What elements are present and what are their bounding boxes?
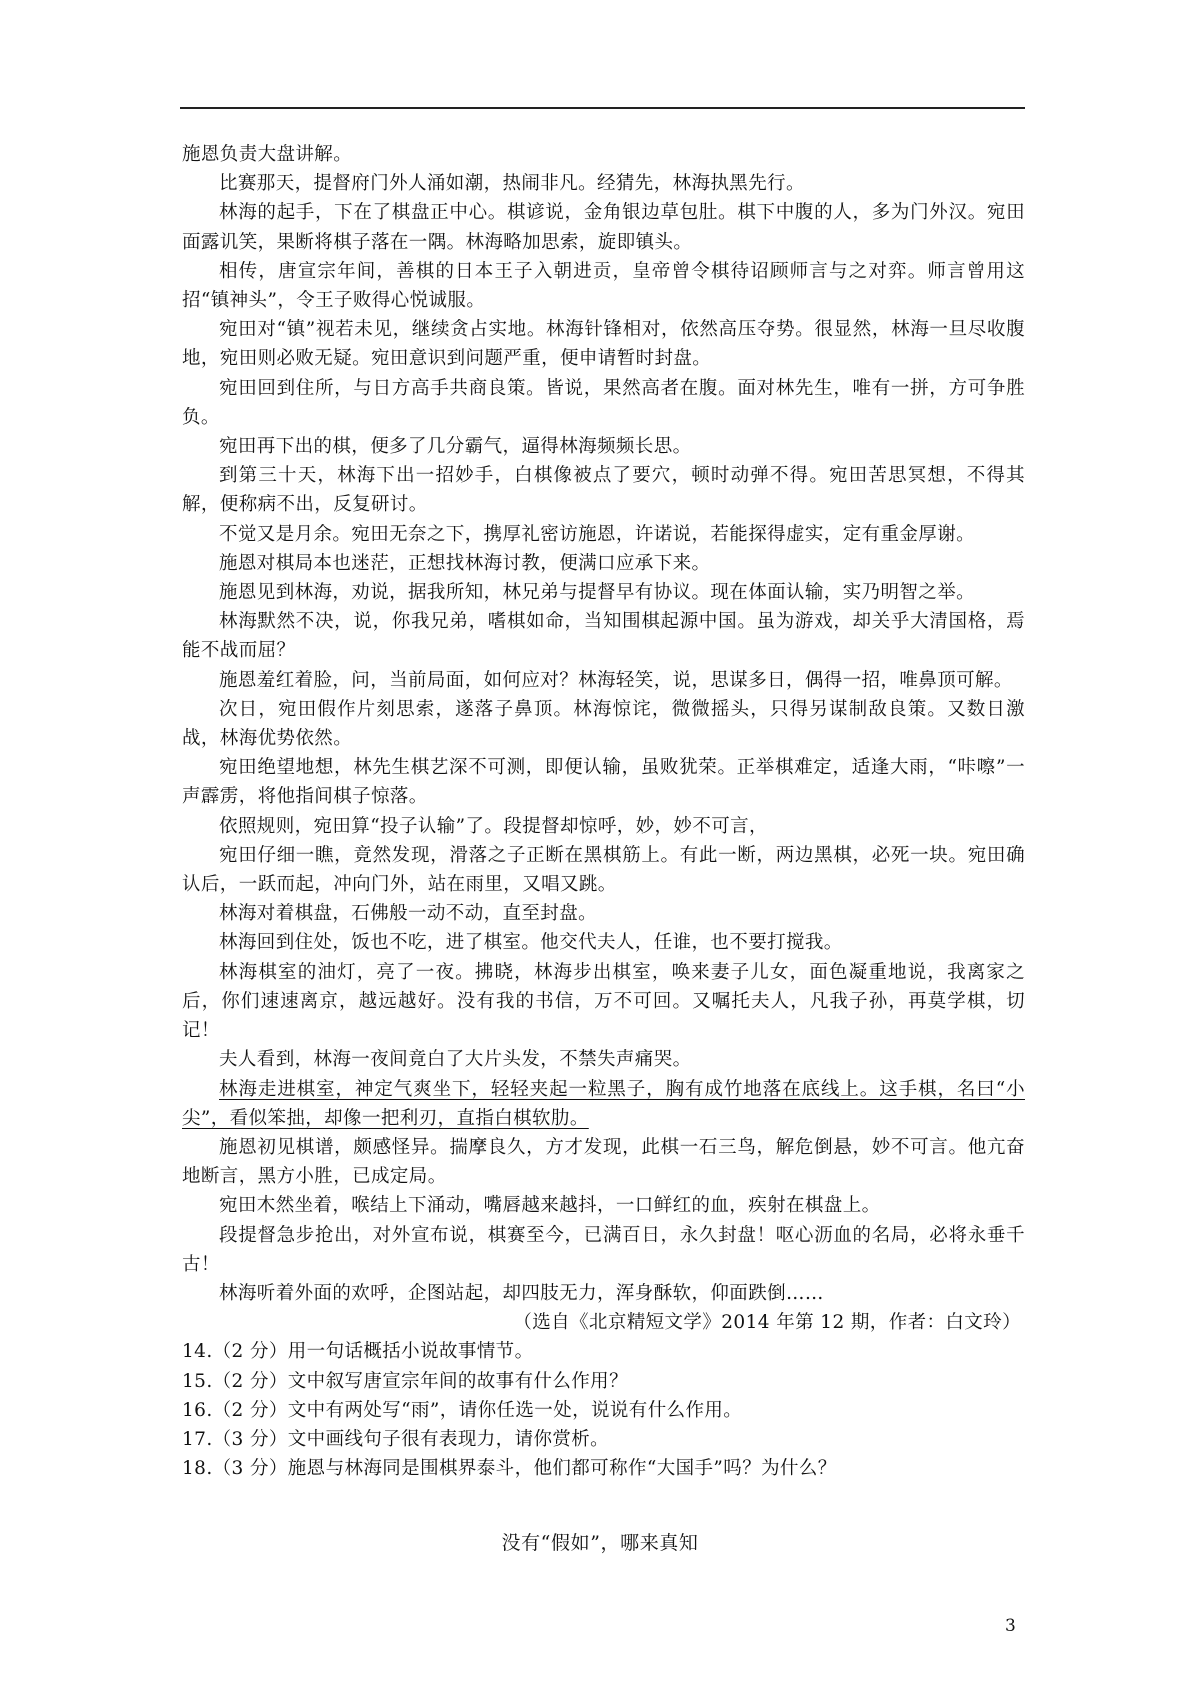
question-item: 15.（2 分）文中叙写唐宣宗年间的故事有什么作用？ xyxy=(182,1370,628,1392)
story-paragraph: 宛田回到住所，与日方高手共商良策。皆说，果然高者在腹。面对林先生，唯有一拼，方可争胜负。 xyxy=(182,377,1025,428)
story-paragraph: 林海的起手，下在了棋盘正中心。棋谚说，金角银边草包肚。棋下中腹的人，多为门外汉。宛田面露讥笑，果断将棋子落在一隅。林海略加思索，旋即镇头。 xyxy=(182,202,1025,253)
story-paragraph: 林海默然不决，说，你我兄弟，嗜棋如命，当知围棋起源中国。虽为游戏，却关乎大清国格，焉能不战而屈？ xyxy=(182,611,1025,662)
story-paragraph: 夫人看到，林海一夜间竟白了大片头发，不禁失声痛哭。 xyxy=(219,1049,692,1071)
story-paragraph: 宛田再下出的棋，便多了几分霸气，逼得林海频频长思。 xyxy=(219,436,692,458)
story-paragraph: 林海棋室的油灯，亮了一夜。拂晓，林海步出棋室，唤来妻子儿女，面色凝重地说，我离家之后，你们速速离京，越远越好。没有我的书信，万不可回。又嘱托夫人，凡我子孙，再莫学棋，切记！ xyxy=(182,961,1025,1042)
question-list xyxy=(182,1337,1025,1483)
story-paragraph: 段提督急步抢出，对外宣布说，棋赛至今，已满百日，永久封盘！呕心沥血的名局，必将永垂千古！ xyxy=(182,1224,1025,1275)
underlined-paragraph xyxy=(182,1075,1025,1133)
story-paragraph: 不觉又是月余。宛田无奈之下，携厚礼密访施恩，许诺说，若能探得虚实，定有重金厚谢。 xyxy=(219,523,976,545)
story-paragraph: 依照规则，宛田算“投子认输”了。段提督却惊呼，妙，妙不可言， xyxy=(219,815,768,837)
story-source: （选自《北京精短文学》2014 年第 12 期，作者：白文玲） xyxy=(513,1312,1021,1334)
story-paragraph: 林海听着外面的欢呼，企图站起，却四肢无力，浑身酥软，仰面跌倒…… xyxy=(219,1282,824,1304)
story-paragraph: 林海回到住处，饭也不吃，进了棋室。他交代夫人，任谁，也不要打搅我。 xyxy=(219,932,843,954)
story-body xyxy=(182,140,1025,1483)
header-rule xyxy=(180,107,1025,109)
story-paragraph: 比赛那天，提督府门外人涌如潮，热闹非凡。经猜先，林海执黑先行。 xyxy=(219,173,805,195)
story-paragraph: 宛田对“镇”视若未见，继续贪占实地。林海针锋相对，依然高压夺势。很显然，林海一旦尽收腹地，宛田则必败无疑。宛田意识到问题严重，便申请暂时封盘。 xyxy=(182,319,1025,370)
question-item: 18.（3 分）施恩与林海同是围棋界泰斗，他们都可称作“大国手”吗？为什么？ xyxy=(182,1458,837,1480)
page-number: 3 xyxy=(1005,1616,1016,1636)
story-paragraph: 宛田绝望地想，林先生棋艺深不可测，即便认输，虽败犹荣。正举棋难定，适逢大雨，“咔嚓”一声霹雳，将他指间棋子惊落。 xyxy=(182,757,1025,808)
story-paragraph: 施恩初见棋谱，颇感怪异。揣摩良久，方才发现，此棋一石三鸟，解危倒悬，妙不可言。他亢奋地断言，黑方小胜，已成定局。 xyxy=(182,1136,1025,1188)
story-paragraph: 宛田仔细一瞧，竟然发现，滑落之子正断在黑棋筋上。有此一断，两边黑棋，必死一块。宛田确认后，一跃而起，冲向门外，站在雨里，又唱又跳。 xyxy=(182,844,1025,896)
question-item: 16.（2 分）文中有两处写“雨”，请你任选一处，说说有什么作用。 xyxy=(182,1399,743,1421)
story-paragraph: 施恩负责大盘讲解。 xyxy=(182,144,353,165)
story-paragraph: 次日，宛田假作片刻思索，遂落子鼻顶。林海惊诧，微微摇头，只得另谋制敌良策。又数日激战，林海优势依然。 xyxy=(182,698,1025,750)
story-paragraph: 施恩羞红着脸，问，当前局面，如何应对？林海轻笑，说，思谋多日，偶得一招，唯鼻顶可解。 xyxy=(219,669,1013,691)
underlined-sentence: 林海走进棋室，神定气爽坐下，轻轻夹起一粒黑子，胸有成竹地落在底线上。这手棋，名曰“小尖”，看似笨拙，却像一把利刃，直指白棋软肋。 xyxy=(182,1078,1025,1129)
question-item: 14.（2 分）用一句话概括小说故事情节。 xyxy=(182,1341,534,1363)
story-paragraphs xyxy=(182,140,1025,1308)
next-article-title: 没有“假如”，哪来真知 xyxy=(501,1532,699,1554)
question-item: 17.（3 分）文中画线句子很有表现力，请你赏析。 xyxy=(182,1428,610,1450)
story-paragraph: 到第三十天，林海下出一招妙手，白棋像被点了要穴，顿时动弹不得。宛田苦思冥想，不得其解，便称病不出，反复研讨。 xyxy=(182,465,1025,516)
story-paragraph: 相传，唐宣宗年间，善棋的日本王子入朝进贡，皇帝曾令棋待诏顾师言与之对弈。师言曾用这招“镇神头”，令王子败得心悦诚服。 xyxy=(182,260,1025,312)
story-paragraph: 施恩对棋局本也迷茫，正想找林海讨教，便满口应承下来。 xyxy=(219,552,711,574)
story-paragraph: 宛田木然坐着，喉结上下涌动，嘴唇越来越抖，一口鲜红的血，疾射在棋盘上。 xyxy=(219,1195,881,1217)
story-paragraph: 林海对着棋盘，石佛般一动不动，直至封盘。 xyxy=(219,903,598,925)
story-paragraph: 施恩见到林海，劝说，据我所知，林兄弟与提督早有协议。现在体面认输，实乃明智之举。 xyxy=(219,582,976,604)
